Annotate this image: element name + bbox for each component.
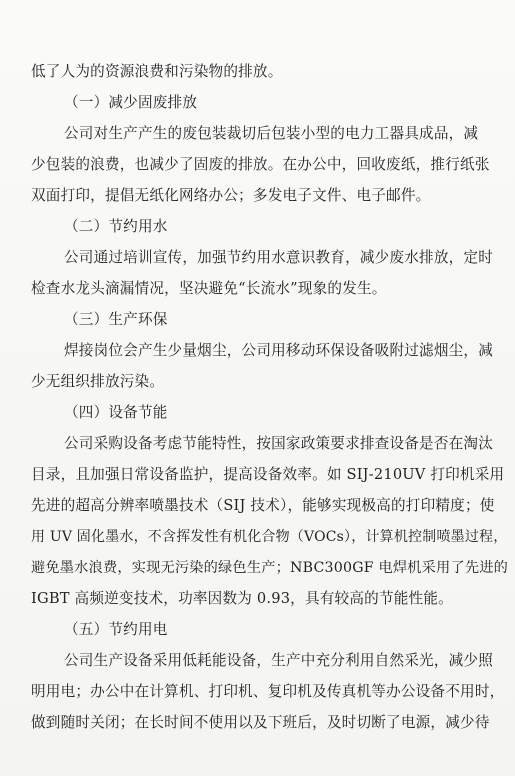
body-line: 公司对生产产生的废包装裁切后包装小型的电力工器具成品，减 — [64, 125, 479, 142]
section-heading: （五）节约用电 — [64, 621, 168, 638]
section-heading: （四）设备节能 — [64, 404, 168, 421]
section-heading: （二）节约用水 — [64, 218, 168, 235]
body-line: 公司采购设备考虑节能特性，按国家政策要求排查设备是否在淘汰 — [64, 435, 494, 452]
body-line: 公司生产设备采用低耗能设备，生产中充分利用自然采光，减少照 — [64, 652, 494, 669]
body-line: 明用电；办公中在计算机、打印机、复印机及传真机等办公设备不用时， — [31, 683, 505, 700]
body-line: 做到随时关闭；在长时间不使用以及下班后，及时切断了电源，减少待 — [31, 714, 490, 731]
body-line: 检查水龙头滴漏情况，坚决避免“长流水”现象的发生。 — [31, 280, 387, 297]
body-line: 焊接岗位会产生少量烟尘，公司用移动环保设备吸附过滤烟尘，减 — [64, 342, 494, 359]
body-line: 避免墨水浪费，实现无污染的绿色生产；NBC300GF 电焊机采用了先进的 — [31, 560, 508, 576]
body-line: 目录，且加强日常设备监护，提高设备效率。如 SIJ-210UV 打印机采用 — [31, 466, 505, 483]
body-line: IGBT 高频逆变技术，功率因数为 0.93，具有较高的节能性能。 — [31, 590, 453, 607]
section-heading: （一）减少固废排放 — [64, 94, 198, 111]
body-line: 双面打印，提倡无纸化网络办公；多发电子文件、电子邮件。 — [31, 187, 431, 204]
body-line: 少包装的浪费，也减少了固废的排放。在办公中，回收废纸，推行纸张 — [31, 156, 490, 173]
body-line: 少无组织排放污染。 — [31, 373, 165, 390]
body-line: 用 UV 固化墨水，不含挥发性有机化合物（VOCs），计算机控制喷墨过程， — [31, 529, 508, 545]
body-line: 低了人为的资源浪费和污染物的排放。 — [31, 63, 283, 80]
body-line: 先进的超高分辨率喷墨技术（SIJ 技术），能够实现极高的打印精度；使 — [31, 497, 495, 514]
section-heading: （三）生产环保 — [64, 311, 168, 328]
body-line: 公司通过培训宣传，加强节约用水意识教育，减少废水排放，定时 — [64, 249, 494, 266]
